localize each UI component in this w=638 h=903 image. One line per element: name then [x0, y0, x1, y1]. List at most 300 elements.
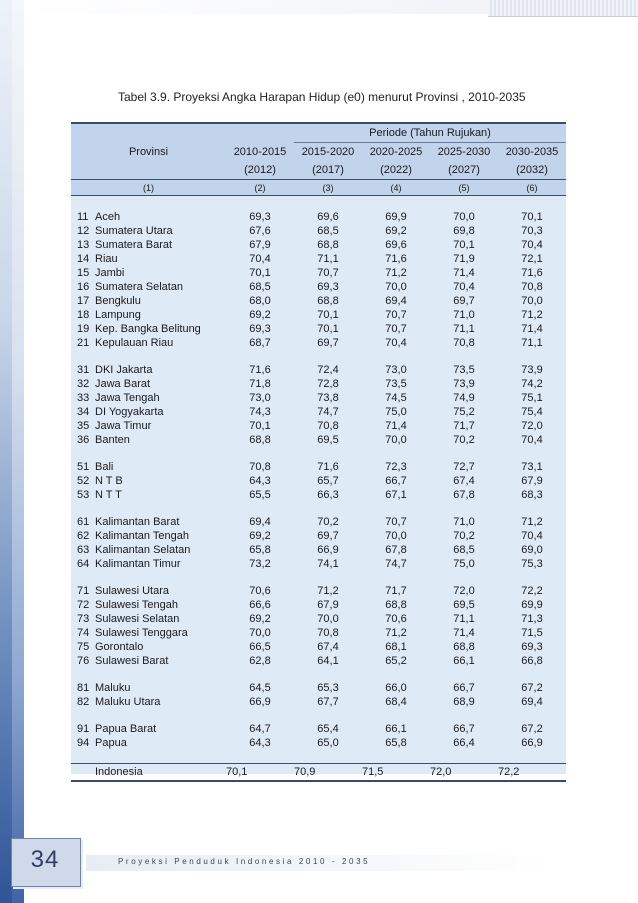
province-code: 64	[77, 558, 90, 570]
life-expectancy-value: 70,0	[249, 627, 271, 639]
life-expectancy-value: 69,2	[249, 530, 271, 542]
life-expectancy-value: 72,4	[317, 364, 339, 376]
life-expectancy-value: 75,0	[453, 558, 475, 570]
province-name: Sumatera Selatan	[95, 281, 184, 293]
life-expectancy-table	[71, 122, 566, 782]
life-expectancy-value: 67,6	[249, 225, 271, 237]
life-expectancy-value: 74,2	[521, 378, 543, 390]
life-expectancy-value: 69,7	[317, 337, 339, 349]
life-expectancy-value: 71,2	[521, 516, 543, 528]
life-expectancy-value: 75,4	[521, 406, 543, 418]
province-code: 75	[77, 641, 90, 653]
life-expectancy-value: 65,0	[317, 737, 339, 749]
life-expectancy-value: 65,3	[317, 682, 339, 694]
spacer-row	[71, 196, 566, 211]
life-expectancy-value: 75,0	[385, 406, 407, 418]
table-row	[71, 419, 566, 433]
life-expectancy-value: 75,1	[521, 392, 543, 404]
life-expectancy-value: 67,8	[385, 544, 407, 556]
top-decorative-stripes	[488, 0, 638, 17]
province-name: N T B	[95, 475, 123, 487]
spacer-row	[71, 502, 566, 515]
province-name: Sulawesi Tenggara	[95, 627, 188, 639]
life-expectancy-value: 69,0	[521, 544, 543, 556]
period-reference-year: (2022)	[362, 161, 430, 180]
life-expectancy-value: 68,4	[385, 696, 407, 708]
table-row	[71, 405, 566, 419]
table-row	[71, 695, 566, 709]
period-range: 2030-2035	[505, 146, 559, 158]
life-expectancy-value: 74,7	[317, 406, 339, 418]
province-code: 73	[77, 613, 90, 625]
province-code: 62	[77, 530, 90, 542]
life-expectancy-value: 65,8	[249, 544, 271, 556]
life-expectancy-value: 66,8	[521, 655, 543, 667]
life-expectancy-value: 71,5	[521, 627, 543, 639]
province-code: 51	[77, 461, 90, 473]
life-expectancy-value: 70,7	[317, 267, 339, 279]
table-row	[71, 543, 566, 557]
province-code: 34	[77, 406, 90, 418]
period-reference-year: (2012)	[226, 161, 294, 180]
life-expectancy-value: 70,4	[453, 281, 475, 293]
province-code: 61	[77, 516, 90, 528]
life-expectancy-value: 66,9	[249, 696, 271, 708]
life-expectancy-value: 66,1	[385, 723, 407, 735]
life-expectancy-value: 70,3	[521, 225, 543, 237]
life-expectancy-value: 69,3	[521, 641, 543, 653]
life-expectancy-value: 73,5	[385, 378, 407, 390]
life-expectancy-value: 67,1	[385, 489, 407, 501]
life-expectancy-value: 71,6	[317, 461, 339, 473]
life-expectancy-value: 69,3	[249, 323, 271, 335]
life-expectancy-value: 70,7	[385, 516, 407, 528]
total-value: 72,0	[430, 764, 498, 782]
life-expectancy-value: 68,8	[249, 434, 271, 446]
life-expectancy-value: 71,1	[317, 253, 339, 265]
province-name: Gorontalo	[95, 641, 144, 653]
spacer-row	[71, 571, 566, 584]
life-expectancy-value: 70,0	[385, 530, 407, 542]
table-row	[71, 612, 566, 626]
province-name: Kep. Bangka Belitung	[95, 323, 201, 335]
province-code: 35	[77, 420, 90, 432]
life-expectancy-value: 69,6	[385, 239, 407, 251]
province-name: Jambi	[95, 267, 125, 279]
table-row	[71, 433, 566, 447]
life-expectancy-value: 70,7	[385, 309, 407, 321]
life-expectancy-value: 69,5	[317, 434, 339, 446]
life-expectancy-value: 66,3	[317, 489, 339, 501]
life-expectancy-value: 65,7	[317, 475, 339, 487]
province-code: 12	[77, 225, 90, 237]
life-expectancy-value: 68,9	[453, 696, 475, 708]
life-expectancy-value: 70,4	[521, 530, 543, 542]
life-expectancy-value: 70,1	[521, 211, 543, 223]
page-number: 34	[30, 846, 60, 873]
province-code: 76	[77, 655, 90, 667]
life-expectancy-value: 71,3	[521, 613, 543, 625]
province-code: 17	[77, 295, 90, 307]
life-expectancy-value: 70,0	[385, 281, 407, 293]
column-number: (4)	[362, 180, 430, 196]
province-code: 32	[77, 378, 90, 390]
life-expectancy-value: 66,9	[521, 737, 543, 749]
life-expectancy-value: 70,8	[249, 461, 271, 473]
life-expectancy-value: 73,1	[521, 461, 543, 473]
life-expectancy-value: 67,8	[453, 489, 475, 501]
life-expectancy-value: 69,3	[317, 281, 339, 293]
province-name: Jawa Timur	[95, 420, 152, 432]
life-expectancy-value: 68,0	[249, 295, 271, 307]
life-expectancy-value: 70,4	[521, 434, 543, 446]
life-expectancy-value: 73,2	[249, 558, 271, 570]
life-expectancy-value: 74,7	[385, 558, 407, 570]
left-decorative-band-inner	[12, 0, 24, 903]
life-expectancy-value: 68,8	[317, 239, 339, 251]
life-expectancy-value: 71,1	[521, 337, 543, 349]
life-expectancy-value: 66,7	[453, 682, 475, 694]
province-code: 72	[77, 599, 90, 611]
life-expectancy-value: 72,0	[453, 585, 475, 597]
life-expectancy-value: 71,0	[453, 309, 475, 321]
table-row	[71, 252, 566, 266]
table-row	[71, 308, 566, 322]
table-title: Tabel 3.9. Proyeksi Angka Harapan Hidup (e0) menurut Provinsi , 2010-2035	[118, 90, 526, 104]
table-row	[71, 681, 566, 695]
life-expectancy-value: 70,4	[249, 253, 271, 265]
period-range: 2010-2015	[233, 145, 287, 158]
life-expectancy-value: 69,5	[453, 599, 475, 611]
province-name: N T T	[95, 489, 122, 501]
life-expectancy-value: 70,8	[317, 627, 339, 639]
life-expectancy-value: 68,8	[453, 641, 475, 653]
life-expectancy-value: 75,3	[521, 558, 543, 570]
province-name: Kepulauan Riau	[95, 337, 174, 349]
life-expectancy-value: 70,1	[249, 420, 271, 432]
table-row	[71, 210, 566, 224]
life-expectancy-value: 66,6	[249, 599, 271, 611]
column-number: (1)	[71, 180, 226, 196]
life-expectancy-value: 67,2	[521, 723, 543, 735]
life-expectancy-value: 73,9	[453, 378, 475, 390]
life-expectancy-value: 70,0	[317, 613, 339, 625]
province-code: 33	[77, 392, 90, 404]
life-expectancy-value: 65,5	[249, 489, 271, 501]
column-number: (6)	[498, 180, 566, 196]
province-code: 21	[77, 337, 90, 349]
life-expectancy-value: 69,7	[453, 295, 475, 307]
province-name: Jawa Tengah	[95, 392, 160, 404]
table-row	[71, 280, 566, 294]
life-expectancy-value: 70,1	[317, 309, 339, 321]
life-expectancy-value: 71,7	[385, 585, 407, 597]
table-row	[71, 488, 566, 502]
life-expectancy-value: 71,2	[317, 585, 339, 597]
table-row	[71, 391, 566, 405]
life-expectancy-value: 72,2	[521, 585, 543, 597]
life-expectancy-value: 71,6	[249, 364, 271, 376]
period-range: 2015-2020	[301, 146, 355, 158]
province-name: Kalimantan Barat	[95, 516, 180, 528]
life-expectancy-value: 69,2	[249, 613, 271, 625]
province-code: 13	[77, 239, 90, 251]
life-expectancy-value: 69,2	[385, 225, 407, 237]
life-expectancy-value: 69,4	[249, 516, 271, 528]
province-name: Sumatera Barat	[95, 239, 173, 251]
province-name: Riau	[95, 253, 118, 265]
life-expectancy-value: 70,0	[385, 434, 407, 446]
province-code: 94	[77, 737, 90, 749]
life-expectancy-value: 71,2	[385, 267, 407, 279]
table-row	[71, 529, 566, 543]
province-code: 14	[77, 253, 90, 265]
table-row	[71, 722, 566, 736]
period-reference-year: (2017)	[294, 161, 362, 180]
spacer-row	[71, 447, 566, 460]
spacer-row	[71, 750, 566, 764]
period-range: 2020-2025	[369, 146, 423, 158]
total-row	[71, 764, 566, 782]
life-expectancy-value: 70,1	[249, 267, 271, 279]
table-row	[71, 336, 566, 350]
table-panel	[71, 122, 566, 778]
life-expectancy-value: 70,1	[317, 323, 339, 335]
province-name: Banten	[95, 434, 130, 446]
table-row	[71, 736, 566, 750]
life-expectancy-value: 70,4	[385, 337, 407, 349]
life-expectancy-value: 73,9	[521, 364, 543, 376]
life-expectancy-value: 70,8	[317, 420, 339, 432]
life-expectancy-value: 65,2	[385, 655, 407, 667]
table-body	[71, 196, 566, 782]
life-expectancy-value: 65,8	[385, 737, 407, 749]
life-expectancy-value: 74,9	[453, 392, 475, 404]
life-expectancy-value: 69,2	[249, 309, 271, 321]
period-header: Periode (Tahun Rujukan)	[294, 123, 566, 143]
life-expectancy-value: 67,2	[521, 682, 543, 694]
footer-text: Proyeksi Penduduk Indonesia 2010 - 2035	[118, 857, 371, 866]
life-expectancy-value: 69,8	[453, 225, 475, 237]
life-expectancy-value: 68,5	[453, 544, 475, 556]
province-code: 36	[77, 434, 90, 446]
table-row	[71, 584, 566, 598]
province-code: 19	[77, 323, 90, 335]
life-expectancy-value: 71,2	[521, 309, 543, 321]
life-expectancy-value: 69,9	[521, 599, 543, 611]
life-expectancy-value: 70,2	[317, 516, 339, 528]
province-name: Maluku	[95, 682, 131, 694]
total-value: 70,9	[294, 764, 362, 782]
column-number: (3)	[294, 180, 362, 196]
life-expectancy-value: 71,4	[385, 420, 407, 432]
life-expectancy-value: 71,6	[385, 253, 407, 265]
life-expectancy-value: 72,7	[453, 461, 475, 473]
table-row	[71, 626, 566, 640]
province-code: 91	[77, 723, 90, 735]
province-name: Sulawesi Utara	[95, 585, 169, 597]
province-name: Kalimantan Timur	[95, 558, 181, 570]
total-value: 70,1	[226, 764, 294, 782]
life-expectancy-value: 68,1	[385, 641, 407, 653]
life-expectancy-value: 66,0	[385, 682, 407, 694]
life-expectancy-value: 75,2	[453, 406, 475, 418]
table-row	[71, 474, 566, 488]
life-expectancy-value: 71,4	[453, 267, 475, 279]
life-expectancy-value: 73,8	[317, 392, 339, 404]
table-row	[71, 363, 566, 377]
period-reference-year: (2032)	[498, 161, 566, 180]
life-expectancy-value: 68,8	[385, 599, 407, 611]
province-name: Kalimantan Selatan	[95, 544, 191, 556]
province-code: 16	[77, 281, 90, 293]
table-row	[71, 294, 566, 308]
life-expectancy-value: 70,6	[385, 613, 407, 625]
life-expectancy-value: 67,9	[249, 239, 271, 251]
life-expectancy-value: 68,3	[521, 489, 543, 501]
life-expectancy-value: 70,0	[453, 211, 475, 223]
province-code: 15	[77, 267, 90, 279]
life-expectancy-value: 73,5	[453, 364, 475, 376]
life-expectancy-value: 70,2	[453, 530, 475, 542]
life-expectancy-value: 66,7	[385, 475, 407, 487]
province-code: 53	[77, 489, 90, 501]
table-row	[71, 460, 566, 474]
province-name: Sumatera Utara	[95, 225, 173, 237]
life-expectancy-value: 72,3	[385, 461, 407, 473]
table-row	[71, 266, 566, 280]
life-expectancy-value: 73,0	[249, 392, 271, 404]
province-code: 82	[77, 696, 90, 708]
table-row	[71, 224, 566, 238]
life-expectancy-value: 64,3	[249, 475, 271, 487]
column-number: (2)	[226, 180, 294, 196]
life-expectancy-value: 62,8	[249, 655, 271, 667]
life-expectancy-value: 71,9	[453, 253, 475, 265]
province-name: Lampung	[95, 309, 141, 321]
life-expectancy-value: 72,0	[521, 420, 543, 432]
province-name: Papua	[95, 737, 127, 749]
table-row	[71, 515, 566, 529]
life-expectancy-value: 67,4	[453, 475, 475, 487]
province-name: DI Yogyakarta	[95, 406, 164, 418]
life-expectancy-value: 74,5	[385, 392, 407, 404]
life-expectancy-value: 70,8	[453, 337, 475, 349]
province-code: 63	[77, 544, 90, 556]
life-expectancy-value: 70,8	[521, 281, 543, 293]
province-name: Sulawesi Tengah	[95, 599, 178, 611]
life-expectancy-value: 71,2	[385, 627, 407, 639]
life-expectancy-value: 67,7	[317, 696, 339, 708]
province-code: 11	[77, 211, 89, 223]
life-expectancy-value: 71,0	[453, 516, 475, 528]
life-expectancy-value: 68,5	[249, 281, 271, 293]
life-expectancy-value: 67,9	[521, 475, 543, 487]
life-expectancy-value: 74,1	[317, 558, 339, 570]
total-value: 71,5	[362, 764, 430, 782]
province-code: 74	[77, 627, 90, 639]
life-expectancy-value: 68,5	[317, 225, 339, 237]
province-name: Bali	[95, 461, 114, 473]
life-expectancy-value: 70,6	[249, 585, 271, 597]
table-row	[71, 640, 566, 654]
life-expectancy-value: 71,6	[521, 267, 543, 279]
life-expectancy-value: 69,4	[521, 696, 543, 708]
total-code-cell	[71, 764, 95, 782]
province-code: 81	[77, 682, 90, 694]
period-reference-year: (2027)	[430, 161, 498, 180]
life-expectancy-value: 71,4	[453, 627, 475, 639]
life-expectancy-value: 66,1	[453, 655, 475, 667]
life-expectancy-value: 69,4	[385, 295, 407, 307]
province-code: 31	[77, 364, 90, 376]
life-expectancy-value: 67,9	[317, 599, 339, 611]
total-value: 72,2	[498, 764, 566, 782]
table-row	[71, 377, 566, 391]
province-name: Jawa Barat	[95, 378, 151, 390]
life-expectancy-value: 67,4	[317, 641, 339, 653]
period-range: 2025-2030	[437, 146, 491, 158]
table-row	[71, 557, 566, 571]
total-name: Indonesia	[95, 764, 226, 782]
table-row	[71, 238, 566, 252]
life-expectancy-value: 71,7	[453, 420, 475, 432]
life-expectancy-value: 71,1	[453, 613, 475, 625]
life-expectancy-value: 66,7	[453, 723, 475, 735]
life-expectancy-value: 69,7	[317, 530, 339, 542]
top-decorative-bar	[24, 0, 488, 14]
province-name: Papua Barat	[95, 723, 157, 735]
life-expectancy-value: 73,0	[385, 364, 407, 376]
province-code: 18	[77, 309, 90, 321]
life-expectancy-value: 68,8	[317, 295, 339, 307]
life-expectancy-value: 69,9	[385, 211, 407, 223]
life-expectancy-value: 71,8	[249, 378, 271, 390]
province-name: Kalimantan Tengah	[95, 530, 189, 542]
life-expectancy-value: 71,1	[453, 323, 475, 335]
province-name: Sulawesi Barat	[95, 655, 169, 667]
life-expectancy-value: 69,3	[249, 211, 271, 223]
province-header: Provinsi	[128, 145, 169, 158]
table-row	[71, 322, 566, 336]
life-expectancy-value: 69,6	[317, 211, 339, 223]
life-expectancy-value: 64,5	[249, 682, 271, 694]
life-expectancy-value: 70,7	[385, 323, 407, 335]
life-expectancy-value: 66,4	[453, 737, 475, 749]
table-row	[71, 654, 566, 668]
life-expectancy-value: 65,4	[317, 723, 339, 735]
life-expectancy-value: 72,1	[521, 253, 543, 265]
life-expectancy-value: 68,7	[249, 337, 271, 349]
province-name: Bengkulu	[95, 295, 141, 307]
life-expectancy-value: 70,0	[521, 295, 543, 307]
life-expectancy-value: 70,4	[521, 239, 543, 251]
life-expectancy-value: 70,2	[453, 434, 475, 446]
life-expectancy-value: 70,1	[453, 239, 475, 251]
life-expectancy-value: 71,4	[521, 323, 543, 335]
life-expectancy-value: 66,9	[317, 544, 339, 556]
table-row	[71, 598, 566, 612]
life-expectancy-value: 64,7	[249, 723, 271, 735]
province-name: Sulawesi Selatan	[95, 613, 180, 625]
province-code: 52	[77, 475, 90, 487]
province-name: Aceh	[95, 211, 121, 223]
province-name: Maluku Utara	[95, 696, 161, 708]
life-expectancy-value: 72,8	[317, 378, 339, 390]
province-name: DKI Jakarta	[95, 364, 153, 376]
life-expectancy-value: 64,1	[317, 655, 339, 667]
life-expectancy-value: 66,5	[249, 641, 271, 653]
